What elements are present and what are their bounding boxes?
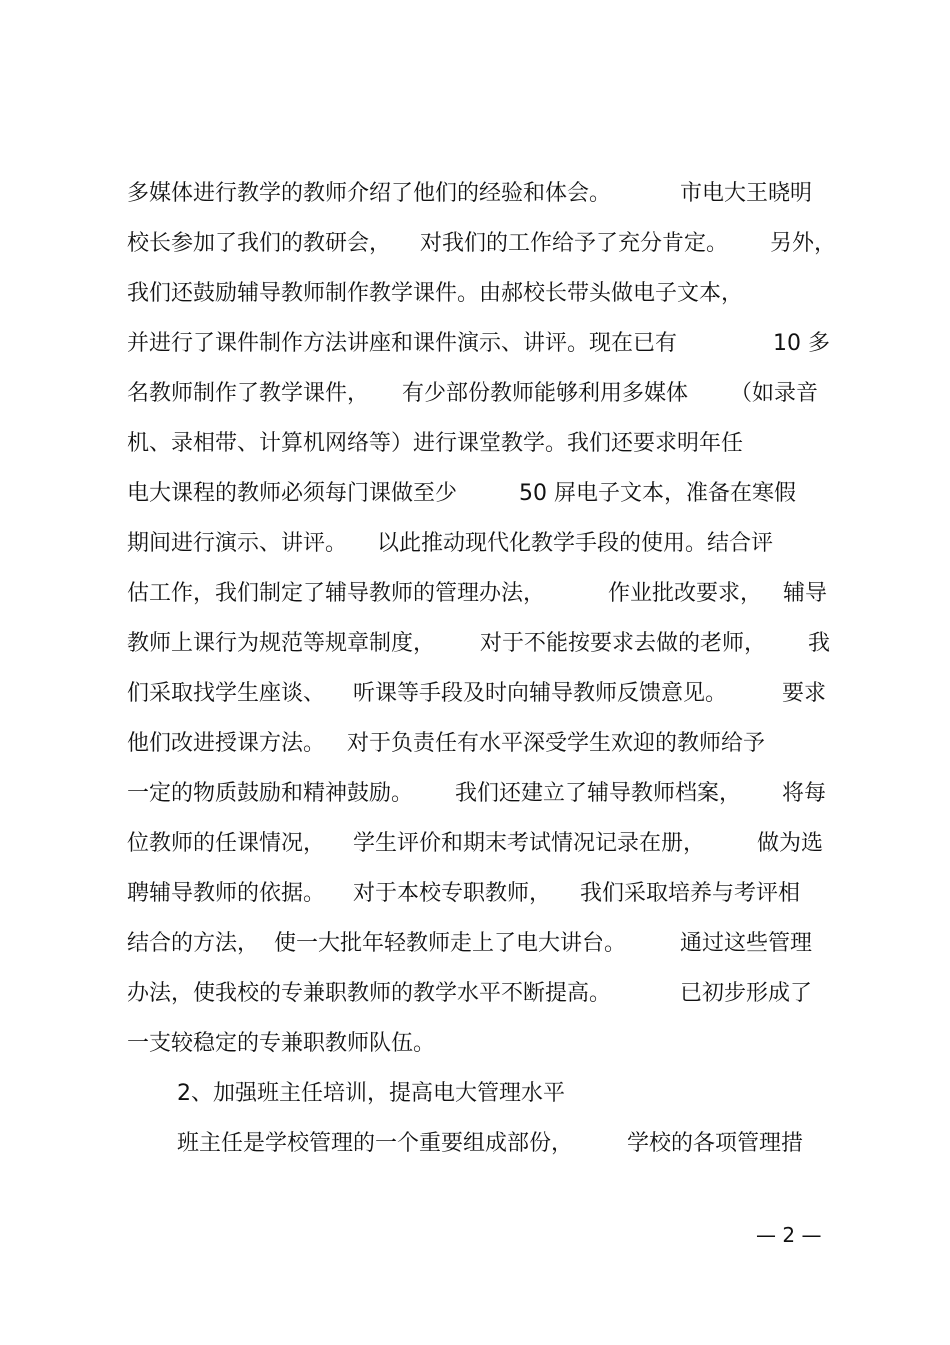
text-segment: 多媒体进行教学的教师介绍了他们的经验和体会。 — [127, 181, 612, 206]
text-segment: 我 — [808, 631, 831, 656]
text-line-7 — [127, 472, 832, 522]
text-segment: 要求 — [782, 681, 827, 706]
text-line-15 — [127, 872, 832, 922]
text-line-18 — [127, 1022, 832, 1072]
text-line-11 — [127, 672, 832, 722]
text-segment: 校长参加了我们的教研会， — [127, 231, 392, 256]
text-line-4 — [127, 322, 832, 372]
body-text — [127, 172, 837, 1172]
text-segment: 对于不能按要求去做的老师， — [480, 631, 767, 656]
text-segment: 作业批改要求， — [608, 581, 763, 606]
text-segment: 市电大王晓明 — [680, 181, 813, 206]
text-line-17 — [127, 972, 832, 1022]
text-segment: 并进行了课件制作方法讲座和课件演示、讲评。现在已有 — [127, 331, 678, 356]
text-segment: 名教师制作了教学课件， — [127, 381, 370, 406]
text-segment: 对于本校专职教师， — [353, 881, 552, 906]
text-segment: （如录音 — [730, 381, 819, 406]
text-segment: 结合的方法， — [127, 931, 260, 956]
text-line-5 — [127, 372, 832, 422]
text-segment: 10 多 — [773, 331, 830, 356]
text-segment: 50 屏电子文本，准备在寒假 — [519, 481, 796, 506]
text-line-8 — [127, 522, 832, 572]
text-segment: 期间进行演示、讲评。 — [127, 531, 348, 556]
text-line-12 — [127, 722, 832, 772]
section-heading-text: 2、加强班主任培训，提高电大管理水平 — [177, 1081, 565, 1106]
text-segment: 位教师的任课情况， — [127, 831, 326, 856]
text-segment: 另外， — [770, 231, 837, 256]
text-segment: 对我们的工作给予了充分肯定。 — [420, 231, 729, 256]
text-segment: 一支较稳定的专兼职教师队伍。 — [127, 1031, 436, 1056]
section-heading — [127, 1072, 832, 1122]
text-segment: 办法，使我校的专兼职教师的教学水平不断提高。 — [127, 981, 612, 1006]
text-segment: 我们还建立了辅导教师档案， — [455, 781, 742, 806]
text-segment: 将每 — [782, 781, 827, 806]
text-segment: 学校的各项管理措 — [627, 1131, 804, 1156]
text-segment: 他们改进授课方法。 — [127, 731, 326, 756]
text-segment: 们采取找学生座谈、 — [127, 681, 326, 706]
text-line-1 — [127, 172, 832, 222]
text-segment: 通过这些管理 — [680, 931, 813, 956]
text-segment: 做为选 — [757, 831, 824, 856]
text-segment: 以此推动现代化教学手段的使用。结合评 — [377, 531, 774, 556]
text-segment: 对于负责任有水平深受学生欢迎的教师给予 — [347, 731, 766, 756]
text-segment: 听课等手段及时向辅导教师反馈意见。 — [353, 681, 728, 706]
text-segment: 一定的物质鼓励和精神鼓励。 — [127, 781, 414, 806]
text-segment: 有少部份教师能够利用多媒体 — [402, 381, 689, 406]
text-line-20 — [127, 1122, 832, 1172]
text-line-2 — [127, 222, 837, 272]
page-number: — 2 — — [756, 1223, 822, 1247]
text-segment: 我们采取培养与考评相 — [580, 881, 801, 906]
text-segment: 我们还鼓励辅导教师制作教学课件。由郝校长带头做电子文本， — [127, 281, 744, 306]
text-segment: 学生评价和期末考试情况记录在册， — [353, 831, 706, 856]
text-line-9 — [127, 572, 832, 622]
text-segment: 辅导 — [783, 581, 828, 606]
text-segment: 已初步形成了 — [680, 981, 813, 1006]
text-line-3 — [127, 272, 832, 322]
text-line-10 — [127, 622, 832, 672]
text-line-16 — [127, 922, 832, 972]
text-segment: 估工作，我们制定了辅导教师的管理办法， — [127, 581, 546, 606]
text-line-13 — [127, 772, 832, 822]
text-segment: 班主任是学校管理的一个重要组成部份， — [177, 1131, 574, 1156]
text-segment: 使一大批年轻教师走上了电大讲台。 — [274, 931, 627, 956]
text-segment: 教师上课行为规范等规章制度， — [127, 631, 436, 656]
text-line-6 — [127, 422, 832, 472]
text-segment: 聘辅导教师的依据。 — [127, 881, 326, 906]
text-segment: 电大课程的教师必须每门课做至少 — [127, 481, 458, 506]
text-line-14 — [127, 822, 832, 872]
text-segment: 机、录相带、计算机网络等）进行课堂教学。我们还要求明年任 — [127, 431, 744, 456]
